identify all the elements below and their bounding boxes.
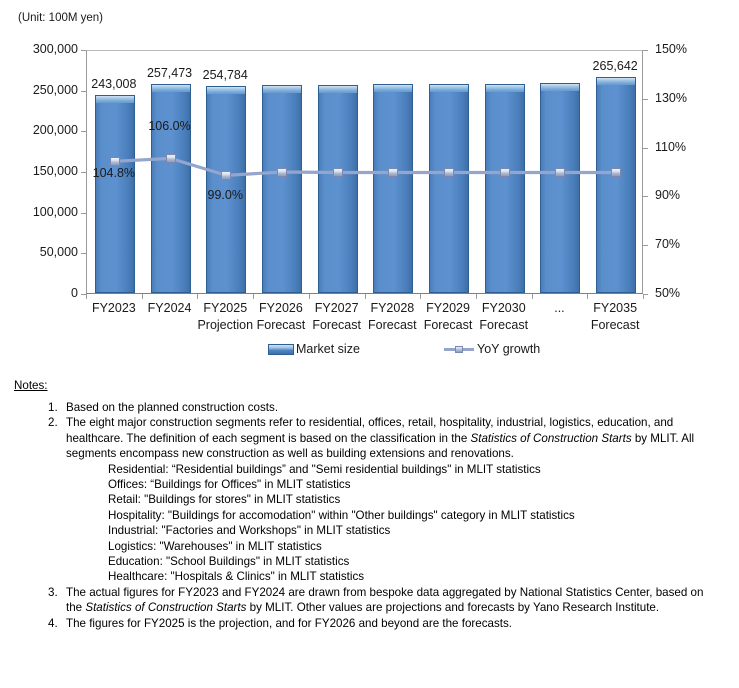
- line-marker: [611, 168, 621, 177]
- x-axis-label-main: FY2029: [426, 301, 470, 315]
- y-axis-left-tick: 200,000: [32, 123, 78, 138]
- note-subline: Offices: “Buildings for Offices" in MLIT statistics: [108, 478, 351, 492]
- note-subline: Retail: "Buildings for stores" in MLIT statistics: [108, 493, 341, 507]
- note-subline: Logistics: "Warehouses" in MLIT statistics: [108, 539, 322, 553]
- x-axis-label-main: FY2026: [259, 301, 303, 315]
- note-text-part: The actual figures for FY2023 and FY2024 are drawn from bespoke data aggregated by National Statistics Center, based on the: [66, 585, 704, 615]
- y-axis-left-tick: 300,000: [32, 42, 78, 56]
- x-axis-tick-mark: [532, 294, 533, 299]
- note-text-part: by MLIT. All segments encompass new construction as well as building extensions and renovations.: [66, 431, 695, 461]
- y-axis-right-tick: 70%: [655, 237, 681, 252]
- y-axis-left-tick: 0: [71, 286, 78, 300]
- chart-legend: [0, 340, 739, 364]
- y-axis-right-tick: 130%: [655, 90, 687, 105]
- bar-value-label: 265,642: [592, 58, 638, 73]
- note-text: Based on the planned construction costs.: [66, 401, 279, 414]
- line-marker: [110, 157, 120, 166]
- x-axis-label-sub: Forecast: [256, 318, 306, 332]
- plot-area: [86, 50, 643, 294]
- note-number: 3.: [48, 585, 58, 599]
- line-value-label: 104.8%: [92, 166, 136, 181]
- x-axis-label-sub: Forecast: [423, 318, 473, 332]
- x-axis-label-main: FY2027: [314, 301, 359, 315]
- construction-market-chart: [0, 28, 739, 373]
- note-number: 1.: [48, 401, 58, 414]
- x-axis-tick-mark: [142, 294, 143, 299]
- legend-item-yoy-growth: [444, 342, 540, 356]
- x-axis-label-main: FY2030: [481, 301, 526, 315]
- x-axis-label-fy2035: [575, 300, 655, 334]
- note-text-part: The eight major construction segments refer to residential, offices, retail, hospitality, industrial, logistics, education, and healthcare. The definition of each segment is based on the classification in the: [66, 416, 674, 445]
- x-axis-label-main: FY2028: [370, 301, 415, 315]
- note-text: [66, 585, 721, 616]
- note-number: 4.: [48, 616, 58, 630]
- y-axis-right-tick: 150%: [655, 42, 687, 56]
- x-axis-tick-mark: [253, 294, 254, 299]
- note-text-part: by MLIT. Other values are projections and forecasts by Yano Research Institute.: [246, 601, 660, 615]
- line-value-label: 106.0%: [148, 119, 191, 134]
- line-marker: [444, 168, 454, 177]
- line-marker: [166, 154, 176, 163]
- x-axis-label-main: FY2023: [91, 301, 136, 315]
- note-subline: Industrial: "Factories and Workshops" in MLIT statistics: [108, 524, 391, 538]
- bar-value-label: 254,784: [202, 67, 248, 82]
- line-value-label: 99.0%: [207, 188, 243, 203]
- y-axis-left-tick: 250,000: [32, 82, 78, 97]
- notes-section: [0, 378, 739, 631]
- legend-label-yoy-growth: YoY growth: [477, 342, 541, 356]
- x-axis-label-main: ...: [554, 301, 565, 315]
- x-axis-label-sub: Forecast: [368, 318, 417, 332]
- legend-item-market-size: [268, 342, 360, 356]
- x-axis-tick-mark: [309, 294, 310, 299]
- x-axis-label-sub: Forecast: [590, 318, 640, 332]
- note-subline: Education: "School Buildings" in MLIT statistics: [108, 555, 350, 569]
- line-marker: [221, 171, 231, 180]
- bar-value-label: 257,473: [146, 65, 193, 80]
- x-axis-tick-mark: [365, 294, 366, 299]
- x-axis-tick-mark: [587, 294, 588, 299]
- y-axis-left-tick: 100,000: [32, 204, 78, 219]
- line-marker: [333, 168, 343, 177]
- x-axis-tick-mark: [420, 294, 421, 299]
- x-axis-tick-mark: [86, 294, 87, 299]
- note-number: 2.: [48, 416, 58, 430]
- note-text-italic: Statistics of Construction Starts: [470, 431, 632, 445]
- note-item: [48, 415, 721, 461]
- x-axis-label-sub: Forecast: [312, 318, 361, 332]
- unit-label: (Unit: 100M yen): [18, 12, 104, 24]
- x-axis-tick-mark: [476, 294, 477, 299]
- x-axis-label-main: FY2025: [203, 301, 248, 315]
- note-text: The figures for FY2025 is the projection, and for FY2026 and beyond are the forecasts.: [66, 616, 512, 630]
- legend-label-market-size: Market size: [296, 342, 360, 356]
- note-subline: Residential: “Residential buildings” and "Semi residential buildings" in MLIT statistics: [108, 462, 541, 476]
- line-swatch-icon: [444, 343, 474, 355]
- y-axis-left-tick: 50,000: [39, 245, 78, 260]
- y-axis-left-tick: 150,000: [32, 164, 78, 178]
- note-item: [48, 400, 721, 415]
- note-subline: Healthcare: "Hospitals & Clinics" in MLIT statistics: [108, 570, 365, 584]
- note-item: [48, 616, 721, 631]
- y-axis-right-tick: 110%: [655, 139, 687, 154]
- x-axis-tick-mark: [197, 294, 198, 299]
- x-axis-tick-mark: [643, 294, 644, 299]
- line-marker: [388, 168, 398, 177]
- x-axis-label-sub: Projection: [197, 318, 254, 332]
- note-item: [48, 585, 721, 616]
- line-marker: [500, 168, 510, 177]
- y-axis-right-tick: 50%: [655, 286, 681, 300]
- notes-body: [0, 378, 739, 631]
- bar-swatch-icon: [268, 344, 294, 355]
- x-axis-label-main: FY2035: [593, 301, 638, 315]
- note-subline: Hospitality: "Buildings for accomodation" within "Other buildings" category in MLIT statistics: [108, 508, 575, 522]
- x-axis-label-main: FY2024: [147, 301, 192, 315]
- note-text: [66, 415, 721, 461]
- x-axis-label-sub: Forecast: [479, 318, 529, 332]
- line-marker: [555, 168, 565, 177]
- line-marker: [277, 168, 287, 177]
- notes-title: Notes:: [14, 379, 48, 392]
- bar-value-label: 243,008: [91, 77, 137, 92]
- note-text-italic: Statistics of Construction Starts: [85, 601, 247, 615]
- y-axis-right-tick: 90%: [655, 188, 681, 203]
